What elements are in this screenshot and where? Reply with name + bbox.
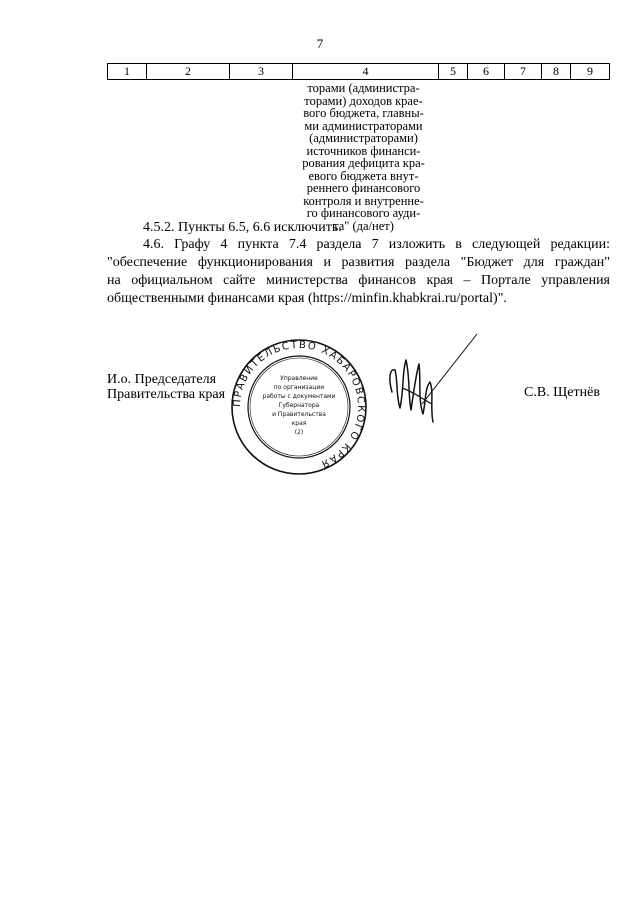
- signatory-title-line: И.о. Председателя: [107, 372, 217, 387]
- paragraph-line: 4.6. Графу 4 пункта 7.4 раздела 7 изложить в следующей редакции:: [143, 237, 610, 252]
- cell-text-line: (администраторами): [309, 131, 418, 145]
- table-header-cell: 1: [108, 64, 147, 80]
- seal-center-line: (2): [294, 429, 304, 436]
- seal-center-line: края: [291, 420, 307, 427]
- table-header-cell: 3: [230, 64, 293, 80]
- official-seal: [230, 338, 368, 476]
- table-header-cell: 6: [468, 64, 505, 80]
- table-header-cell: 8: [542, 64, 571, 80]
- cell-text-line: реннего финансового: [306, 181, 421, 195]
- paragraph-line: общественными финансами края (https://minfin.khabkrai.ru/portal)".: [107, 291, 507, 306]
- seal-ring-text: ПРАВИТЕЛЬСТВО ХАБАРОВСКОГО КРАЯ: [231, 339, 367, 470]
- cell-text-line: ми администраторами: [304, 118, 423, 133]
- table-header-cell: 2: [147, 64, 230, 80]
- paragraph-line: "обеспечение функционирования и развития раздела "Бюджет для граждан": [107, 255, 610, 270]
- cell-text-line: торами) доходов крае-: [304, 93, 423, 108]
- cell-text-line: та" (да/нет): [333, 218, 394, 233]
- cell-text-line: вого бюджета, главны-: [303, 106, 424, 120]
- paragraph-4-6: [107, 236, 610, 308]
- table-header-row: [107, 63, 610, 80]
- signatory-title-line: Правительства края: [107, 387, 226, 402]
- cell-text-line: рования дефицита кра-: [302, 156, 425, 170]
- seal-center-line: Управление: [280, 375, 318, 382]
- table-cell-continuation: [291, 82, 436, 232]
- cell-text-line: источников финанси-: [306, 143, 421, 158]
- table-header-cell: 9: [571, 64, 610, 80]
- cell-text-line: контроля и внутренне-: [303, 193, 424, 208]
- seal-center-line: по организации: [273, 384, 325, 391]
- table-header-cell: 7: [505, 64, 542, 80]
- seal-center-line: работы с документами: [262, 393, 336, 400]
- paragraph-4-5-2: [107, 219, 610, 237]
- signatory-name: С.В. Щетнёв: [524, 385, 600, 400]
- table-header-cell: 5: [439, 64, 468, 80]
- handwritten-signature: [380, 330, 480, 430]
- paragraph-line: на официальном сайте министерства финансов края – Портале управления: [107, 273, 610, 288]
- cell-text-line: евого бюджета внут-: [308, 168, 419, 183]
- signatory-title: [107, 372, 225, 402]
- paragraph-line: 4.5.2. Пункты 6.5, 6.6 исключить.: [143, 220, 342, 235]
- cell-text-line: торами (администра-: [307, 81, 420, 95]
- page-number: 7: [316, 36, 324, 51]
- seal-center-line: и Правительства: [272, 411, 326, 418]
- table-header-cell: 4: [293, 64, 439, 80]
- cell-text-line: го финансового ауди-: [306, 206, 421, 220]
- seal-center-line: Губернатора: [278, 402, 320, 409]
